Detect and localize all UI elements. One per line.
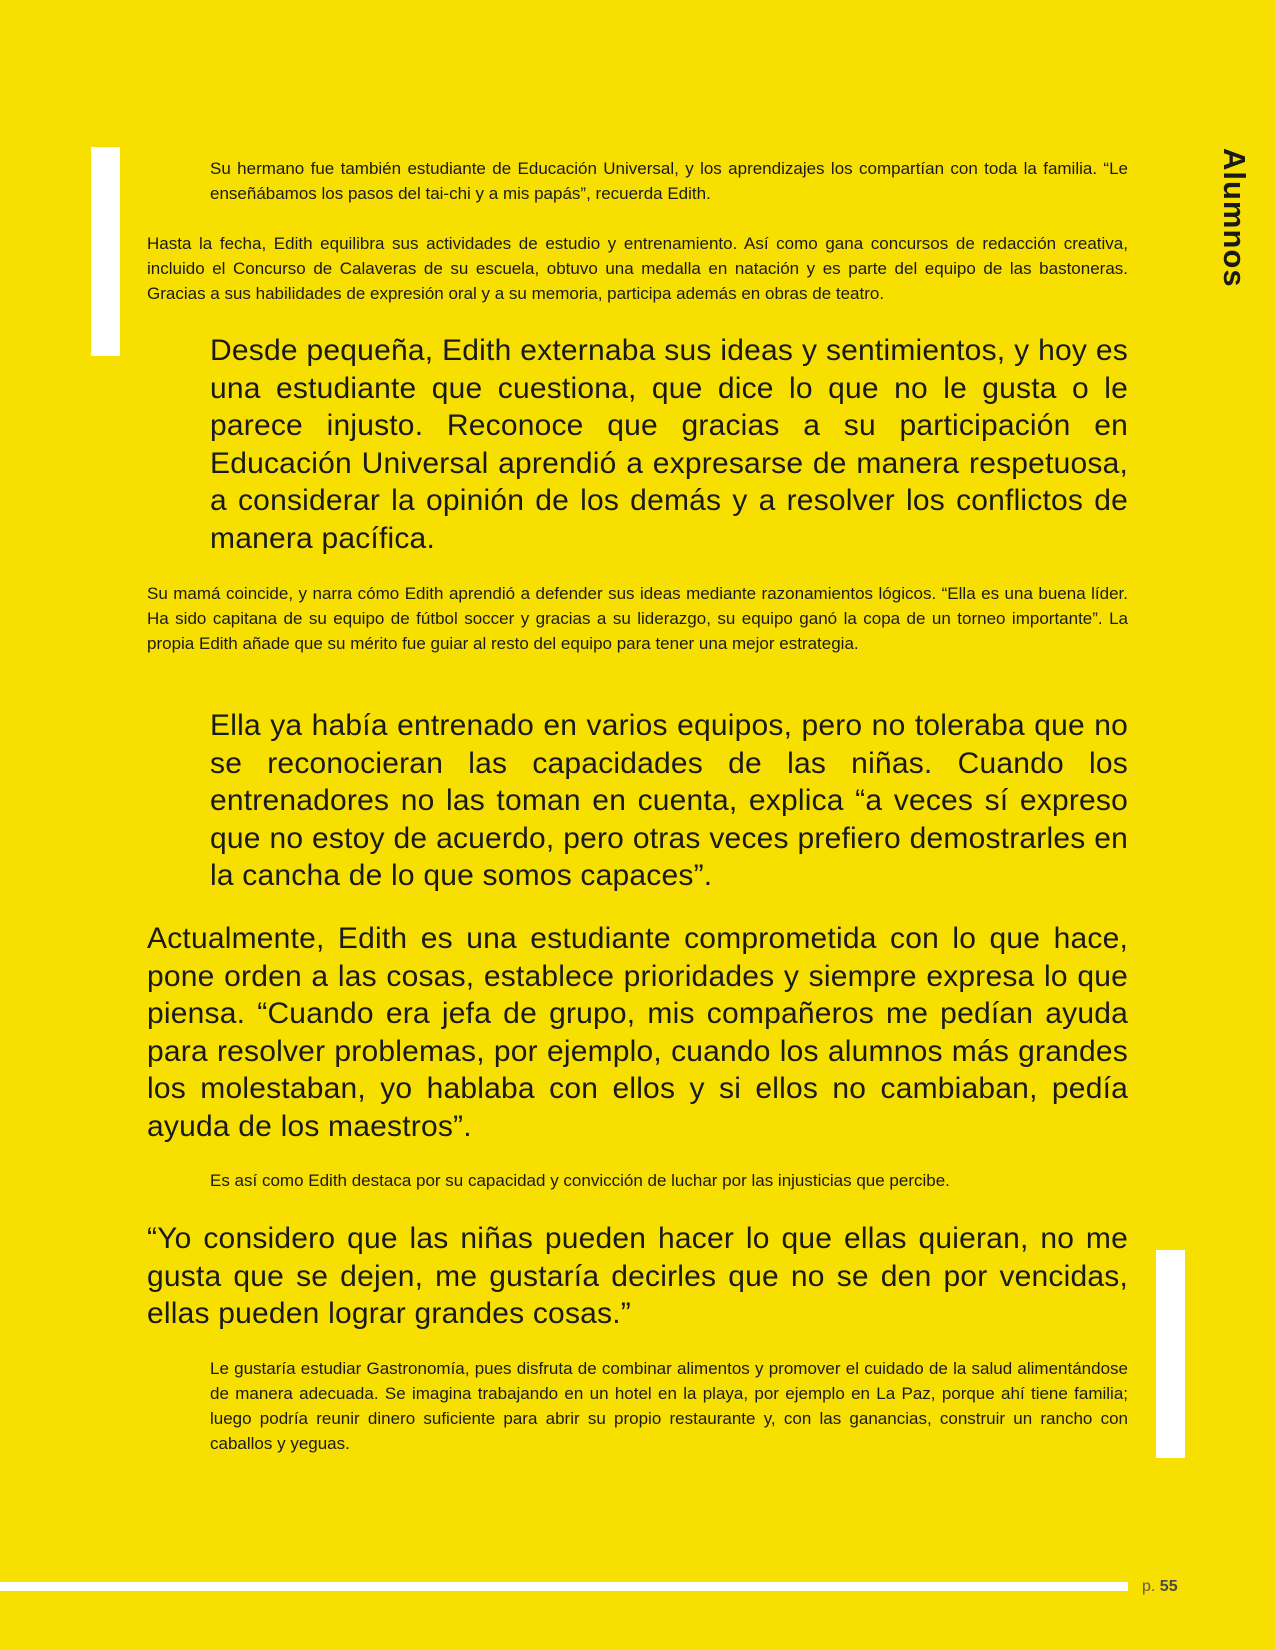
pull-quote-1: Desde pequeña, Edith externaba sus ideas y sentimientos, y hoy es una estudiante que cuestiona, que dice lo que no le gusta o le parece injusto. Reconoce que gracias a su participación en Educación Universal aprendió a expresarse de manera respetuosa, a considerar la opinión de los demás y a resolver los conflictos de manera pacífica. (210, 334, 1128, 555)
paragraph-4: Su mamá coincide, y narra cómo Edith aprendió a defender sus ideas mediante razonamientos lógicos. “Ella es una buena líder. Ha sido capitana de su equipo de fútbol soccer y gracias a su liderazgo, su equipo ganó la copa de un torneo importante”. La propia Edith añade que su mérito fue guiar al resto del equipo para tener una mejor estrategia. (147, 584, 1128, 653)
pull-quote-2: Ella ya había entrenado en varios equipos, pero no toleraba que no se reconocieran las capacidades de las niñas. Cuando los entrenadores no las toman en cuenta, explica “a veces sí expreso que no estoy de acuerdo, pero otras veces prefiero demostrarles en la cancha de lo que somos capaces”. (210, 709, 1128, 892)
decorative-bar-right (1156, 1250, 1185, 1458)
section-label: Alumnos (1217, 148, 1252, 288)
paragraph-9: Le gustaría estudiar Gastronomía, pues disfruta de combinar alimentos y promover el cuidado de la salud alimentándose de manera adecuada. Se imagina trabajando en un hotel en la playa, por ejemplo en La Paz, porque ahí tiene familia; luego podría reunir dinero suficiente para abrir su propio restaurante y, con las ganancias, construir un rancho con caballos y yeguas. (210, 1359, 1128, 1453)
page-number-value: 55 (1159, 1578, 1178, 1595)
page-prefix: p. (1142, 1578, 1156, 1595)
paragraph-6: Actualmente, Edith es una estudiante comprometida con lo que hace, pone orden a las cosas, establece prioridades y siempre expresa lo que piensa. “Cuando era jefa de grupo, mis compañeros me pedían ayuda para resolver problemas, por ejemplo, cuando los alumnos más grandes los molestaban, yo hablaba con ellos y si ellos no cambiaban, pedía ayuda de los maestros”. (147, 922, 1128, 1143)
decorative-bar-left (91, 147, 120, 356)
quote-8: “Yo considero que las niñas pueden hacer lo que ellas quieran, no me gusta que se dejen, me gustaría decirles que no se den por vencidas, ellas pueden lograr grandes cosas.” (147, 1222, 1128, 1330)
footer-rule (0, 1582, 1128, 1591)
paragraph-7: Es así como Edith destaca por su capacidad y convicción de luchar por las injusticias que percibe. (210, 1171, 950, 1190)
page-number (1142, 1578, 1178, 1596)
paragraph-2: Hasta la fecha, Edith equilibra sus actividades de estudio y entrenamiento. Así como gana concursos de redacción creativa, incluido el Concurso de Calaveras de su escuela, obtuvo una medalla en natación y es parte del equipo de las bastoneras. Gracias a sus habilidades de expresión oral y a su memoria, participa además en obras de teatro. (147, 234, 1128, 303)
paragraph-1: Su hermano fue también estudiante de Educación Universal, y los aprendizajes los compartían con toda la familia. “Le enseñábamos los pasos del tai-chi y a mis papás”, recuerda Edith. (210, 159, 1128, 203)
